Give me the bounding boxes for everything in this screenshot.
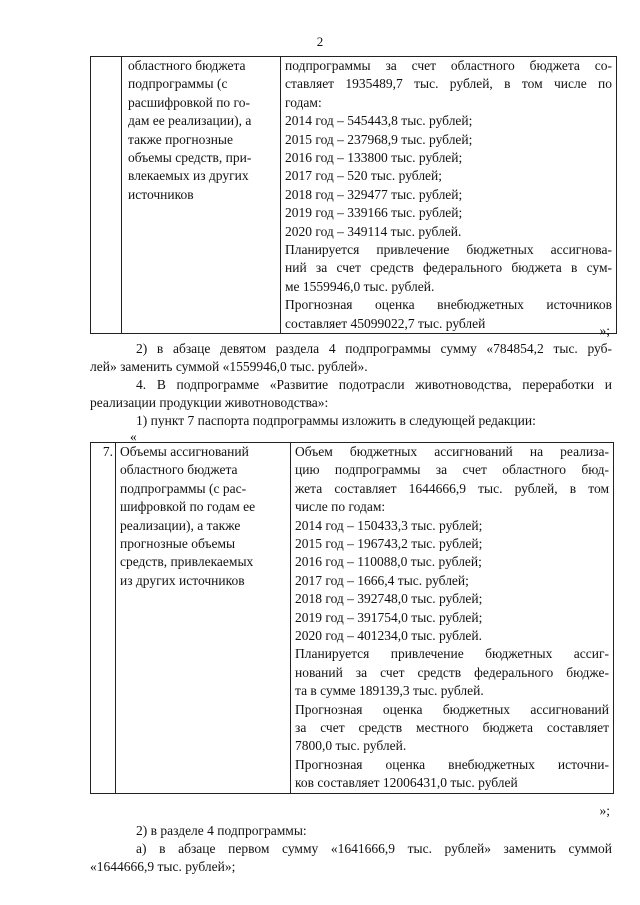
- table1-label-cell: [122, 57, 281, 334]
- text-line: ков составляет 12006431,0 тыс. рублей: [295, 775, 518, 791]
- paragraph-4-line2: реализации продукции животноводства»:: [90, 395, 329, 410]
- table1-value-cell: [281, 57, 617, 334]
- text-line: прогнозные объемы: [120, 536, 236, 552]
- text-line: расшифровкой по го-: [128, 94, 250, 110]
- text-line: Объемы ассигнований: [120, 444, 249, 459]
- text-line: 2017 год – 520 тыс. рублей;: [285, 168, 443, 184]
- text-line: ставляет 1935489,7 тыс. рублей, в том числе по: [285, 76, 612, 92]
- text-line: 2020 год – 349114 тыс. рублей.: [285, 223, 462, 239]
- text-line: составляет 45099022,7 тыс. рублей: [285, 315, 486, 331]
- text-line: 2015 год – 237968,9 тыс. рублей;: [285, 131, 473, 147]
- text-line: областного бюджета: [128, 58, 246, 73]
- text-line: влекаемых из других: [128, 168, 249, 184]
- table2-item-number: 7.: [102, 444, 113, 459]
- table2-num-cell: [91, 443, 116, 794]
- text-line: 2019 год – 339166 тыс. рублей;: [285, 205, 463, 221]
- text-line: дам ее реализации), а: [128, 113, 252, 129]
- text-line: 2018 год – 329477 тыс. рублей;: [285, 186, 463, 202]
- text-line: 2014 год – 150433,3 тыс. рублей;: [295, 517, 483, 533]
- text-line: средств, привлекаемых: [120, 554, 254, 570]
- text-line: 2016 год – 110088,0 тыс. рублей;: [295, 554, 482, 570]
- table1-value-lines: [285, 57, 612, 333]
- text-line: ний за счет средств федерального бюджета в сум-: [285, 260, 612, 276]
- text-line: из других источников: [120, 572, 245, 588]
- paragraph-4-line1: 4. В подпрограмме «Развитие подотрасли животноводства, переработки и: [136, 377, 612, 392]
- text-line: областного бюджета: [120, 462, 238, 478]
- closing-quote-1: »;: [599, 323, 610, 338]
- table1-label-lines: [128, 57, 280, 204]
- text-line: подпрограммы (с: [128, 76, 228, 92]
- text-line: подпрограммы за счет областного бюджета со-: [285, 58, 612, 73]
- text-line: Планируется привлечение бюджетных ассигнова-: [285, 242, 612, 258]
- text-line: шифровкой по годам ее: [120, 499, 256, 515]
- text-line: нований за счет средств федерального бюдже-: [295, 664, 609, 680]
- text-line: 2016 год – 133800 тыс. рублей;: [285, 150, 463, 165]
- opening-quote: «: [130, 429, 137, 444]
- table1-num-cell: [91, 57, 122, 334]
- passport-table-item7: [90, 442, 614, 794]
- table2-value-cell: [291, 443, 614, 794]
- text-line: за счет средств местного бюджета составляет: [295, 720, 609, 735]
- text-line: ме 1559946,0 тыс. рублей.: [285, 278, 435, 294]
- table2-label-cell: [116, 443, 291, 794]
- text-line: 2017 год – 1666,4 тыс. рублей;: [295, 572, 469, 588]
- table2-value-lines: [295, 443, 609, 793]
- text-line: источников: [128, 186, 194, 202]
- paragraph-a-line2: «1644666,9 тыс. рублей»;: [90, 859, 236, 874]
- paragraph-item1: 1) пункт 7 паспорта подпрограммы изложить в следующей редакции:: [136, 413, 536, 428]
- closing-quote-2: »;: [599, 803, 610, 818]
- text-line: числе по годам:: [295, 499, 386, 515]
- text-line: Прогнозная оценка бюджетных ассигнований: [295, 701, 609, 717]
- page-number: 2: [316, 34, 324, 49]
- text-line: годам:: [285, 94, 322, 110]
- text-line: та в сумме 189139,3 тыс. рублей.: [295, 683, 484, 699]
- text-line: реализации), а также: [120, 517, 241, 533]
- paragraph-a-line1: а) в абзаце первом сумму «1641666,9 тыс. рублей» заменить суммой: [136, 841, 612, 856]
- text-line: Объем бюджетных ассигнований на реализа-: [295, 444, 609, 459]
- paragraph-2-line2: лей» заменить суммой «1559946,0 тыс. рублей».: [90, 359, 368, 374]
- paragraph-section4: 2) в разделе 4 подпрограммы:: [136, 823, 307, 838]
- text-line: Прогнозная оценка внебюджетных источников: [285, 297, 612, 313]
- text-line: цию подпрограммы за счет областного бюд-: [295, 462, 609, 478]
- text-line: 2015 год – 196743,2 тыс. рублей;: [295, 535, 483, 551]
- text-line: 2014 год – 545443,8 тыс. рублей;: [285, 113, 473, 129]
- passport-table-continued: [90, 56, 617, 334]
- text-line: подпрограммы (с рас-: [120, 480, 247, 496]
- text-line: объемы средств, при-: [128, 150, 252, 166]
- table2-label-lines: [120, 443, 290, 590]
- text-line: 2018 год – 392748,0 тыс. рублей;: [295, 591, 483, 607]
- text-line: Прогнозная оценка внебюджетных источни-: [295, 756, 609, 772]
- text-line: 2019 год – 391754,0 тыс. рублей;: [295, 609, 483, 625]
- text-line: 7800,0 тыс. рублей.: [295, 738, 407, 754]
- text-line: также прогнозные: [128, 131, 233, 147]
- text-line: Планируется привлечение бюджетных ассиг-: [295, 646, 609, 662]
- paragraph-2-line1: 2) в абзаце девятом раздела 4 подпрограммы сумму «784854,2 тыс. руб-: [136, 341, 612, 356]
- text-line: 2020 год – 401234,0 тыс. рублей.: [295, 628, 483, 644]
- text-line: жета составляет 1644666,9 тыс. рублей, в том: [295, 480, 609, 496]
